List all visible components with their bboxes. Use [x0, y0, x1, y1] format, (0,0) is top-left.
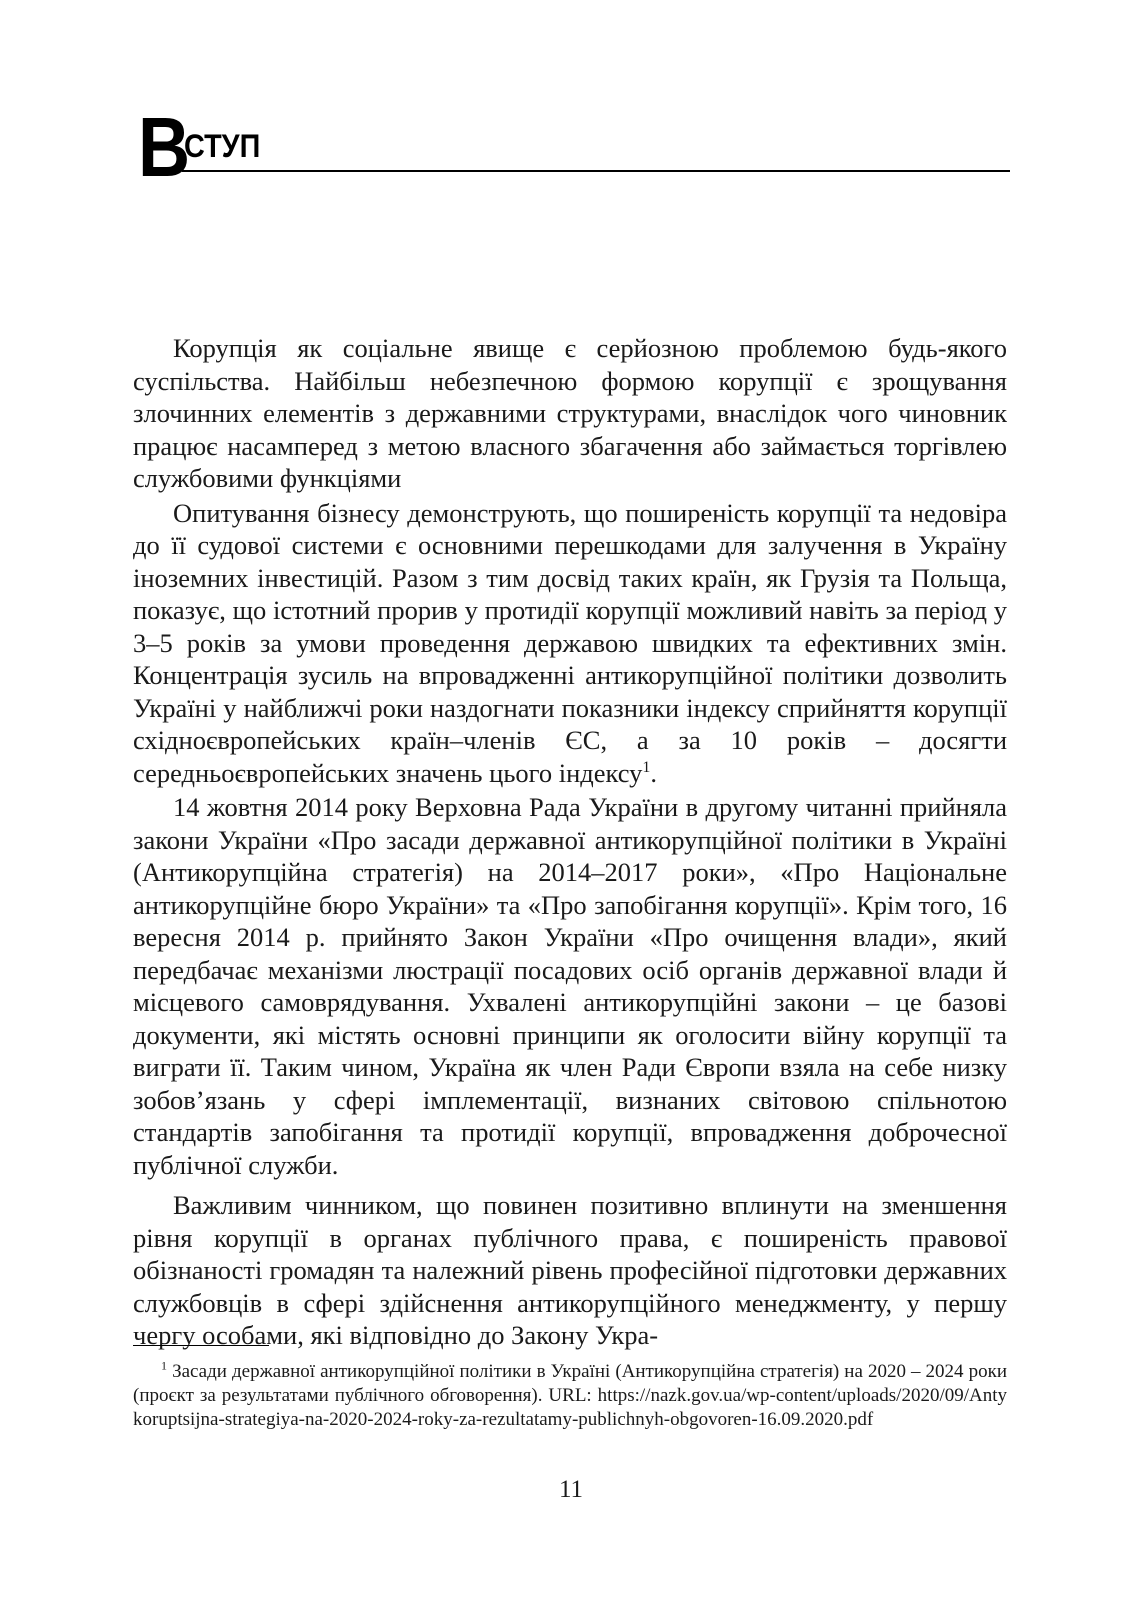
footnote-url[interactable]: https://nazk.gov.ua/wp-content/uploads/2020/09/Antykoruptsijna-strategiya-na-2020-2024-roky-za-rezultatamy-publichnyh-obgovoren-16.09.2020.pdf — [133, 1385, 1007, 1430]
paragraph-4: Важливим чинником, що повинен позитивно вплинути на зменшення рівня корупції в органах публічного права, є поширеність правової обізнаності громадян та належний рівень професійної підготовки державних службовців в сфері здійснення антикорупційного менеджменту, у першу чергу особами, які відповідно до Закону Укра- — [133, 1190, 1007, 1350]
chapter-heading — [138, 100, 1010, 194]
footnote-marker: 1 — [161, 1358, 167, 1373]
footnote-separator — [133, 1345, 269, 1346]
heading-title-rest: СТУП — [184, 128, 261, 164]
body-text — [133, 332, 1007, 1352]
paragraph-2: Опитування бізнесу демонструють, що поширеність корупції та недовіра до її судової системи є основними перешкодами для залучення в Україну іноземних інвестицій. Разом з тим досвід таких країн, як Грузія та Польща, показує, що істотний прорив у протидії корупції можливий навіть за період у 3–5 років за умови проведення державою швидких та ефективних змін. Концентрація зусиль на впровадженні антикорупційної політики дозволить Україні у найближчі роки наздогнати показники індексу сприйняття корупції східноєвропейських країн–членів ЄС, а за 10 років – досягти середньоєвропейських значень цього індексу$^1$. — [133, 497, 1007, 788]
paragraph-3: 14 жовтня 2014 року Верховна Рада України в другому читанні прийняла закони України «Про засади державної антикорупційної політики в Україні (Антикорупційна стратегія) на 2014–2017 роки», «Про Національне антикорупційне бюро України» та «Про запобігання корупції». Крім того, 16 вересня 2014 р. прийнято Закон України «Про очищення влади», який передбачає механізми люстрації посадових осіб органів державної влади й місцевого самоврядування. Ухвалені антикорупційні закони – це базові документи, які містять основні принципи як оголосити війну корупції та виграти її. Таким чином, Україна як член Ради Європи взяла на себе низку зобов’язань у сфері імплементації, визнаних світовою спільнотою стандартів запобігання та протидії корупції, впровадження доброчесної публічної служби. — [133, 792, 1007, 1180]
page-number: 11 — [558, 1476, 584, 1503]
footnote-reference[interactable]: 1 — [642, 758, 651, 776]
heading-drop-cap: В — [138, 100, 189, 194]
heading-underline — [182, 170, 1010, 172]
footnote — [133, 1360, 1007, 1432]
footnote-text: Засади державної антикорупційної політики в Україні (Антикорупційна стратегія) на 2020 – 2024 роки (проєкт за результатами публічного обговорення). URL: — [133, 1361, 1008, 1406]
paragraph-2-text: Опитування бізнесу демонструють, що поширеність корупції та недовіра до її судової системи є основними перешкодами для залучення в Україну іноземних інвестицій. Разом з тим досвід таких країн, як Грузія та Польща, показує, що істотний прорив у протидії корупції можливий навіть за період у 3–5 років за умови проведення державою швидких та ефективних змін. Концентрація зусиль на впровадженні антикорупційної політики дозволить Україні у найближчі роки наздогнати показники індексу сприйняття корупції східноєвропейських країн–членів ЄС, а за 10 років – досягти середньоєвропейських значень цього індексу — [133, 497, 1007, 788]
paragraph-1: Корупція як соціальне явище є серйозною проблемою будь-якого суспільства. Найбільш небезпечною формою корупції є зрощування злочинних елементів з державними структурами, внаслідок чого чиновник працює насамперед з метою власного збагачення або займається торгівлею службовими функціями — [133, 333, 1007, 493]
